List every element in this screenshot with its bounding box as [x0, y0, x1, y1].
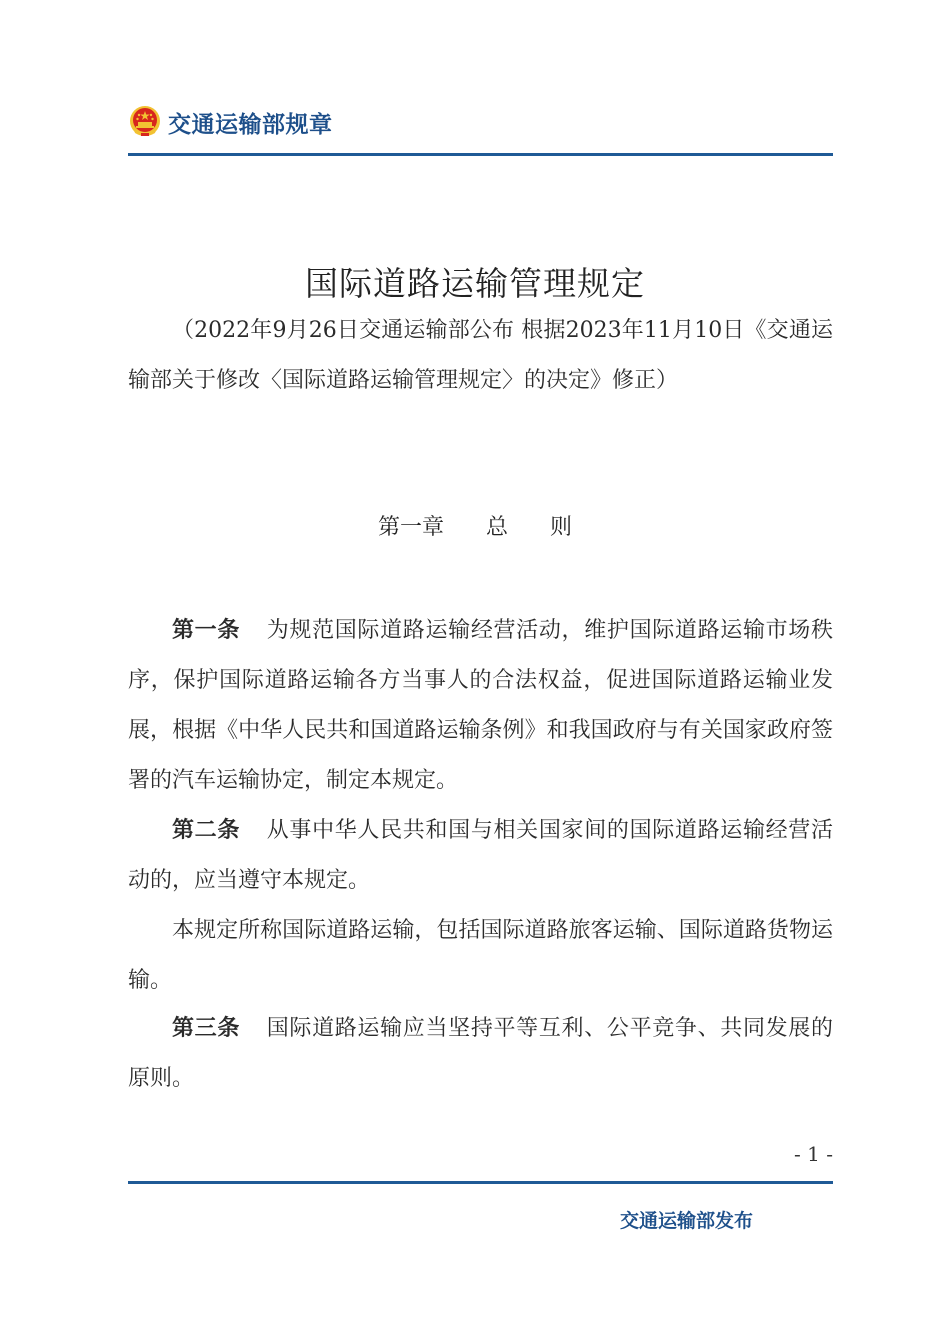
article-text: 为规范国际道路运输经营活动，维护国际道路运输市场秩序，保护国际道路运输各方当事人的合法权益，促进国际道路运输业发展，根据《中华人民共和国道路运输条例》和我国政府与有关国家政府签署的汽车运输协定，制定本规定。 — [128, 618, 833, 793]
document-title: 国际道路运输管理规定 — [305, 264, 645, 303]
chapter-heading — [0, 510, 950, 541]
article-2 — [128, 806, 833, 906]
header-divider — [128, 153, 833, 156]
national-emblem-icon — [128, 105, 162, 139]
article-1 — [128, 606, 833, 806]
revision-note: （2022年9月26日交通运输部公布 根据2023年11月10日《交通运输部关于修改〈国际道路运输管理规定〉的决定》修正） — [128, 318, 833, 393]
page-number: - 1 - — [794, 1142, 833, 1166]
article-label: 第三条 — [172, 1016, 241, 1041]
article-3 — [128, 1004, 833, 1104]
article-text: 国际道路运输应当坚持平等互利、公平竞争、共同发展的原则。 — [128, 1016, 833, 1091]
chapter-name-part2: 则 — [550, 515, 573, 540]
header-title: 交通运输部规章 — [168, 111, 333, 138]
chapter-name-part1: 总 — [485, 515, 508, 540]
article-2-paragraph-2: 本规定所称国际道路运输，包括国际道路旅客运输、国际道路货物运输。 — [128, 918, 833, 993]
article-text: 从事中华人民共和国与相关国家间的国际道路运输经营活动的，应当遵守本规定。 — [128, 818, 833, 893]
publisher-label: 交通运输部发布 — [620, 1210, 754, 1232]
footer-divider — [128, 1181, 833, 1184]
page-header — [128, 104, 333, 140]
article-label: 第二条 — [172, 818, 241, 843]
article-label: 第一条 — [172, 618, 241, 643]
chapter-label: 第一章 — [377, 515, 444, 540]
